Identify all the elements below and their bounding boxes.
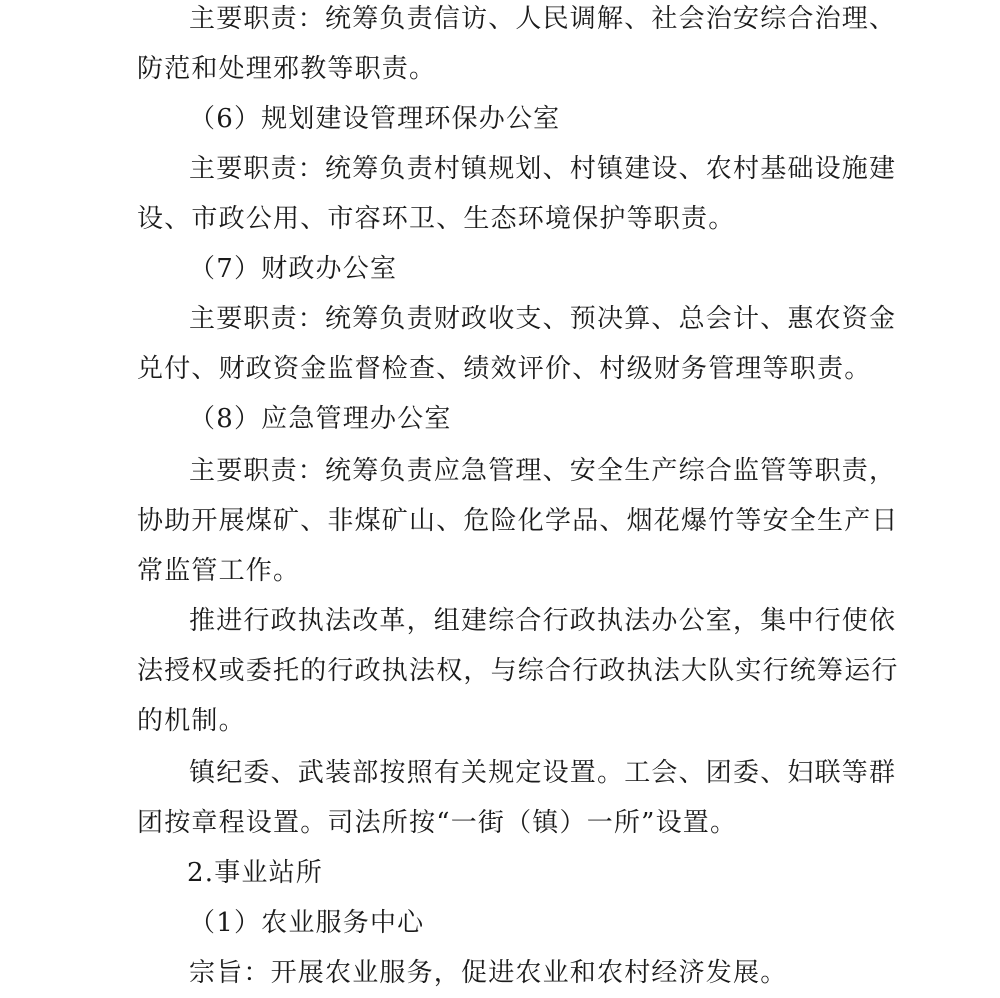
heading-planning-office: （6）规划建设管理环保办公室 <box>189 104 561 134</box>
paragraph-duty-planning-line-2: 设、市政公用、市容环卫、生态环境保护等职责。 <box>137 204 736 234</box>
paragraph-enforcement-line-3: 的机制。 <box>137 706 246 736</box>
heading-finance-office: （7）财政办公室 <box>189 254 398 284</box>
paragraph-duty-emergency-line-2: 协助开展煤矿、非煤矿山、危险化学品、烟花爆竹等安全生产日 <box>137 506 899 536</box>
heading-public-institutions: 2.事业站所 <box>187 858 324 888</box>
paragraph-organizations-line-1: 镇纪委、武装部按照有关规定设置。工会、团委、妇联等群 <box>189 758 897 788</box>
paragraph-agriculture-purpose: 宗旨：开展农业服务，促进农业和农村经济发展。 <box>189 958 788 988</box>
paragraph-enforcement-line-2: 法授权或委托的行政执法权，与综合行政执法大队实行统筹运行 <box>137 656 899 686</box>
paragraph-enforcement-line-1: 推进行政执法改革，组建综合行政执法办公室，集中行使依 <box>189 606 897 636</box>
paragraph-duty-emergency-line-3: 常监管工作。 <box>137 556 301 586</box>
paragraph-organizations-line-2: 团按章程设置。司法所按“一街（镇）一所”设置。 <box>137 808 738 838</box>
heading-agriculture-center: （1）农业服务中心 <box>189 908 425 938</box>
paragraph-duty-finance-line-2: 兑付、财政资金监督检查、绩效评价、村级财务管理等职责。 <box>137 354 872 384</box>
paragraph-duty-emergency-line-1: 主要职责：统筹负责应急管理、安全生产综合监管等职责， <box>189 456 897 486</box>
paragraph-duty-finance-line-1: 主要职责：统筹负责财政收支、预决算、总会计、惠农资金 <box>189 304 897 334</box>
heading-emergency-office: （8）应急管理办公室 <box>189 404 452 434</box>
paragraph-duty-letters-line-2: 防范和处理邪教等职责。 <box>137 54 437 84</box>
paragraph-duty-planning-line-1: 主要职责：统筹负责村镇规划、村镇建设、农村基础设施建 <box>189 154 897 184</box>
paragraph-duty-letters-line-1: 主要职责：统筹负责信访、人民调解、社会治安综合治理、 <box>189 4 897 34</box>
